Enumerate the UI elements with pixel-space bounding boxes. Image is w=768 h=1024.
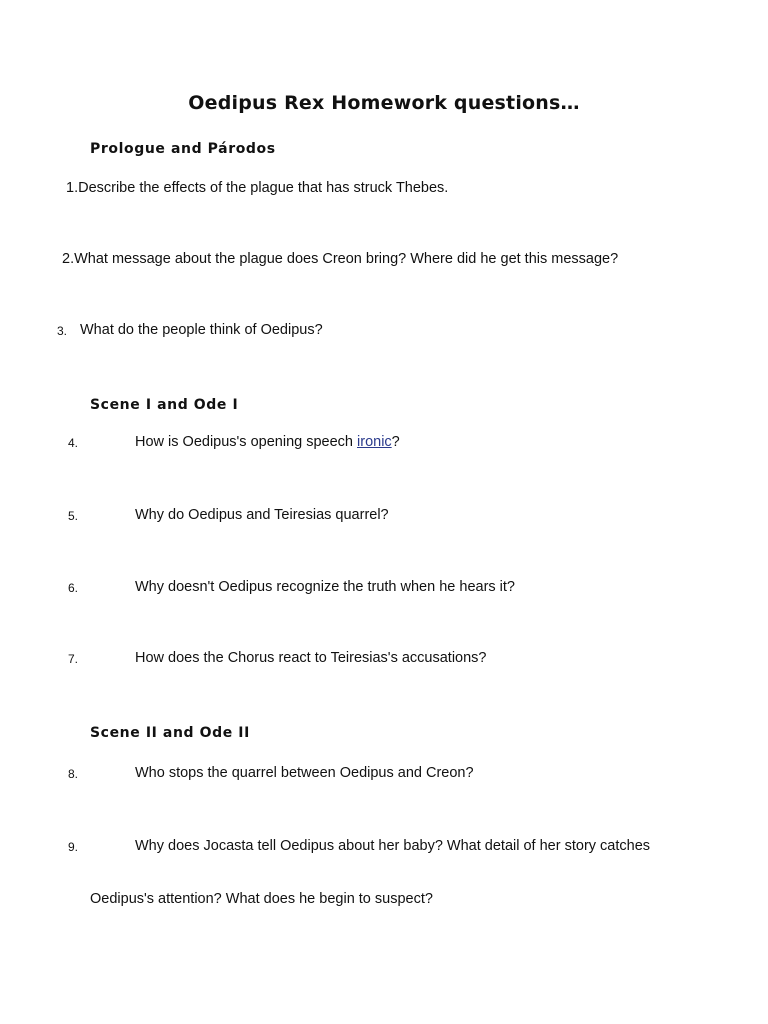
question-text-continuation: Oedipus's attention? What does he begin to suspect? xyxy=(90,891,433,907)
question-text: Describe the effects of the plague that has struck Thebes. xyxy=(78,180,449,196)
question-text-part: ? xyxy=(391,434,400,450)
question-number: 9. xyxy=(68,840,79,854)
question-number: 2. xyxy=(62,251,75,267)
question-number: 7. xyxy=(68,652,79,666)
ironic-link[interactable]: ironic xyxy=(357,434,392,450)
question-text: Why doesn't Oedipus recognize the truth when he hears it? xyxy=(135,579,515,595)
section-heading-scene-1: Scene I and Ode I xyxy=(90,397,239,413)
question-text: Why do Oedipus and Teiresias quarrel? xyxy=(135,507,389,523)
question-text: Why does Jocasta tell Oedipus about her baby? What detail of her story catches xyxy=(135,838,651,854)
question-number: 8. xyxy=(68,767,79,781)
question-text: What message about the plague does Creon bring? Where did he get this message? xyxy=(74,251,619,267)
question-number: 4. xyxy=(68,436,79,450)
question-text xyxy=(135,434,400,450)
section-heading-prologue: Prologue and Párodos xyxy=(90,141,276,157)
question-number: 5. xyxy=(68,509,79,523)
question-text: What do the people think of Oedipus? xyxy=(80,322,323,338)
section-heading-scene-2: Scene II and Ode II xyxy=(90,725,250,741)
question-number: 6. xyxy=(68,581,79,595)
question-2 xyxy=(62,251,618,267)
question-number: 1. xyxy=(66,180,79,196)
question-number: 3. xyxy=(57,324,68,338)
question-text-part: How is Oedipus's opening speech xyxy=(135,434,358,450)
question-1 xyxy=(66,180,448,196)
question-text: How does the Chorus react to Teiresias's accusations? xyxy=(135,650,487,666)
page-title: Oedipus Rex Homework questions… xyxy=(188,92,580,114)
question-text: Who stops the quarrel between Oedipus and Creon? xyxy=(135,765,474,781)
